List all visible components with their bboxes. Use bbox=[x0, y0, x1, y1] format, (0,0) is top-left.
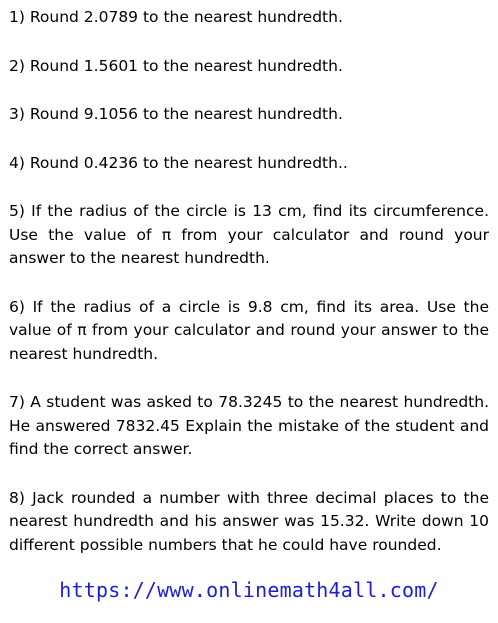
question-5: 5) If the radius of the circle is 13 cm, find its circumference. Use the value of π from your calculator and round your answer to the nearest hundredth. bbox=[9, 202, 489, 267]
question-1: 1) Round 2.0789 to the nearest hundredth. bbox=[9, 8, 343, 26]
question-7: 7) A student was asked to 78.3245 to the nearest hundredth. He answered 7832.45 Explain the mistake of the student and find the correct answer. bbox=[9, 393, 489, 458]
question-6: 6) If the radius of a circle is 9.8 cm, find its area. Use the value of π from your calculator and round your answer to the nearest hundredth. bbox=[9, 297, 489, 363]
question-3: 3) Round 9.1056 to the nearest hundredth. bbox=[9, 105, 343, 123]
worksheet bbox=[9, 6, 489, 557]
question-2: 2) Round 1.5601 to the nearest hundredth. bbox=[9, 56, 343, 75]
question-8: 8) Jack rounded a number with three decimal places to the nearest hundredth and his answer was 15.32. Write down 10 different possible numbers that he could have rounded. bbox=[9, 488, 489, 554]
question-4: 4) Round 0.4236 to the nearest hundredth.. bbox=[9, 153, 348, 172]
website-link[interactable]: https://www.onlinemath4all.com/ bbox=[59, 578, 439, 602]
